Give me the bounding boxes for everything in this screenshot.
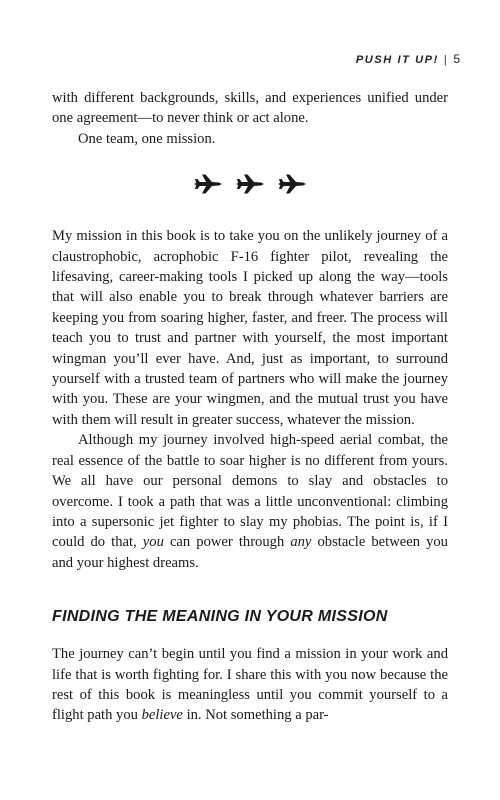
fighter-jet-icon [193, 173, 223, 195]
paragraph-finding-meaning: The journey can’t begin until you find a mission in your work and life that is worth fighting for. I share this with you now because the rest of this book is meaningless until you commit yourself to a flight path you believe in. Not something a par- [52, 646, 448, 724]
paragraph-one-team: One team, one mission. [78, 130, 216, 147]
fighter-jet-icon [235, 173, 265, 195]
running-title: PUSH IT UP! [355, 54, 439, 66]
section-heading: FINDING THE MEANING IN YOUR MISSION [52, 608, 388, 626]
section-break-ornament [52, 173, 448, 195]
header-separator: | [443, 54, 449, 66]
fighter-jet-icon [277, 173, 307, 195]
paragraph-mission: My mission in this book is to take you on the unlikely journey of a claustrophobic, acrophobic F-16 fighter pilot, revealing the lifesaving, career-making tools I picked up along the way—tools that will also enable you to break through whatever barriers are keeping you from soaring higher, faster, and freer. The process will teach you to trust and partner with yourself, the most important wingman you’ll ever have. And, just as important, to surround yourself with a trusted team of partners who will make the journey with you. These are your wingmen, and the mutual trust you have with them will result in greater success, whatever the mission. [52, 228, 448, 428]
paragraph-journey: Although my journey involved high-speed aerial combat, the real essence of the battle to soar higher is no different from yours. We all have our personal demons to slay and obstacles to overcome. I took a path that was a little unconventional: climbing into a supersonic jet fighter to slay my phobias. The point is, if I could do that, you can power through any obstacle between you and your highest dreams. [52, 432, 448, 571]
page-body [52, 88, 448, 726]
running-header [356, 52, 460, 66]
paragraph-continuation: with different backgrounds, skills, and experiences unified under one agreement—to never think or act alone. [52, 90, 448, 127]
page-number: 5 [453, 52, 460, 66]
